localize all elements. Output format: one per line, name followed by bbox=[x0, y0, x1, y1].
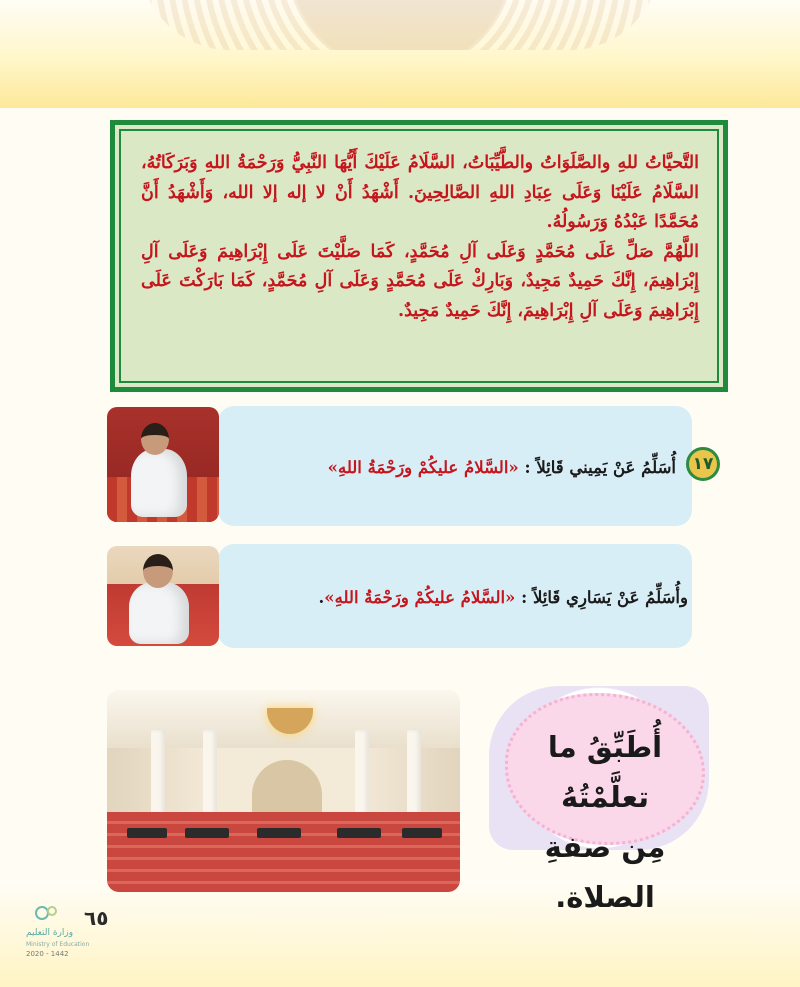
ministry-year: 2020 - 1442 bbox=[26, 950, 69, 958]
step-17-instruction: أُسَلِّمُ عَنْ يَمِيني قَائِلاً : bbox=[518, 458, 676, 477]
step-18-text bbox=[319, 588, 688, 607]
apply-text bbox=[505, 722, 705, 922]
bookshelf bbox=[402, 828, 442, 838]
apply-line-2: مِن صفةِ الصلاة. bbox=[544, 830, 666, 914]
page-number: ٦٥ bbox=[84, 906, 109, 930]
step-18-quote: «السَّلامُ عليكُمْ ورَحْمَةُ اللهِ» bbox=[324, 588, 516, 607]
pillar bbox=[355, 730, 369, 820]
step-number-badge: ١٧ bbox=[686, 447, 720, 481]
salawat-paragraph: اللَّهُمَّ صَلِّ عَلَى مُحَمَّدٍ وَعَلَى آلِ مُحَمَّدٍ، كَمَا صَلَّيْتَ عَلَى إِبْرَاهِيمَ وَعَلَى آلِ إِبْرَاهِيمَ، إِنَّكَ حَمِيدٌ مَجِيدٌ، وَبَارِكْ عَلَى مُحَمَّدٍ وَعَلَى آلِ مُحَمَّدٍ، كَمَا بَارَكْتَ عَلَى إِبْرَاهِيمَ وَعَلَى آلِ إِبْرَاهِيمَ، إِنَّكَ حَمِيدٌ مَجِيدٌ. bbox=[141, 241, 699, 321]
pillar bbox=[203, 730, 217, 820]
pillar bbox=[151, 730, 165, 820]
bookshelf bbox=[127, 828, 167, 838]
boy-head bbox=[143, 554, 173, 588]
bookshelf bbox=[185, 828, 229, 838]
boy-body bbox=[131, 449, 187, 517]
step-17-quote: «السَّلامُ عليكُمْ ورَحْمَةُ اللهِ» bbox=[327, 458, 519, 477]
tashahhud-paragraph: التَّحيَّاتُ للهِ والصَّلَوَاتُ والطَّيِّبَاتُ، السَّلَامُ عَلَيْكَ أَيُّهَا النَّبِيُّ وَرَحْمَةُ اللهِ وَبَرَكَاتُهُ، السَّلَامُ عَلَيْنَا وَعَلَى عِبَادِ اللهِ الصَّالِحِينَ. أَشْهَدُ أَنْ لا إله إلا الله، وَأَشْهَدُ أَنَّ مُحَمَّدًا عَبْدُهُ وَرَسُولُهُ. bbox=[141, 153, 699, 232]
step-18-instruction: وأُسَلِّمُ عَنْ يَسَارِي قَائِلاً : bbox=[515, 588, 688, 607]
hall-carpet bbox=[107, 812, 460, 892]
header-ornament bbox=[140, 0, 660, 50]
boy-head bbox=[141, 423, 169, 455]
step-17-text bbox=[328, 458, 676, 477]
tashahhud-text bbox=[141, 149, 699, 326]
boy-turning-left-photo bbox=[107, 546, 219, 646]
mosque-hall-photo bbox=[107, 690, 460, 892]
apply-line-1: أُطَبِّقُ ما تعلَّمْتُهُ bbox=[547, 730, 663, 814]
tashahhud-box bbox=[110, 120, 728, 392]
ministry-name-en: Ministry of Education bbox=[26, 941, 90, 948]
bookshelf bbox=[337, 828, 381, 838]
bookshelf bbox=[257, 828, 301, 838]
boy-turning-right-photo bbox=[107, 407, 219, 522]
step-18-end: . bbox=[318, 588, 325, 607]
pillar bbox=[407, 730, 421, 820]
ministry-name: وزارة التعليم bbox=[26, 928, 74, 938]
boy-body bbox=[129, 582, 189, 644]
